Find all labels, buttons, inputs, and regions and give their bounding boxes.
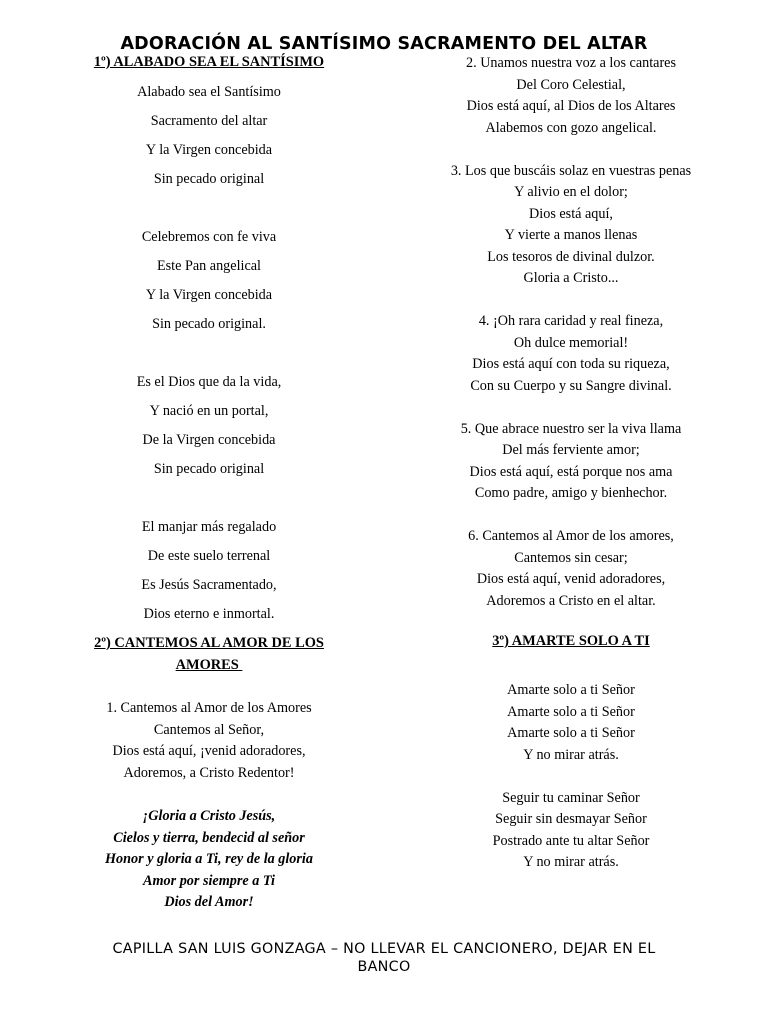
- song1-line: De la Virgen concebida: [142, 432, 276, 448]
- song2-line: Con su Cuerpo y su Sangre divinal.: [470, 377, 672, 394]
- song1-heading: 1º) ALABADO SEA EL SANTÍSIMO: [93, 54, 325, 70]
- song2-section: [48, 633, 370, 914]
- song1-line: Dios eterno e inmortal.: [143, 606, 275, 622]
- song2-heading-line2: AMORES: [175, 656, 243, 673]
- song2-line: 3. Los que buscáis solaz en vuestras penas: [450, 162, 692, 179]
- song2-line: Y vierte a manos llenas: [504, 227, 638, 243]
- chorus-line: ¡Gloria a Cristo Jesús,: [142, 808, 276, 824]
- song1-line: Celebremos con fe viva: [141, 229, 277, 245]
- song3-heading: 3º) AMARTE SOLO A TI: [492, 633, 650, 649]
- song2-line: Cantemos al Señor,: [153, 721, 265, 738]
- song2-line: Dios está aquí, ¡venid adoradores,: [112, 743, 306, 759]
- song2-line: 5. Que abrace nuestro ser la viva llama: [460, 420, 682, 437]
- song2-continued-section: [400, 53, 742, 612]
- song1-line: Sin pecado original.: [152, 316, 266, 332]
- song1-line: Sacramento del altar: [150, 113, 268, 129]
- song1-line: Alabado sea el Santísimo: [137, 84, 281, 100]
- song1-line: El manjar más regalado: [141, 519, 277, 535]
- song2-line: Dios está aquí, está porque nos ama: [469, 463, 673, 480]
- song3-line: Amarte solo a ti Señor: [507, 703, 635, 720]
- song2-line: Los tesoros de divinal dulzor.: [487, 248, 655, 265]
- song2-line: Alabemos con gozo angelical.: [485, 119, 657, 136]
- footer-line1: CAPILLA SAN LUIS GONZAGA – NO LLEVAR EL CANCIONERO, DEJAR EN EL: [112, 941, 656, 957]
- chorus-line: Dios del Amor!: [164, 894, 254, 910]
- song2-line: Del Coro Celestial,: [516, 76, 626, 93]
- song1-line: Y nació en un portal,: [149, 403, 269, 419]
- song3-line: Amarte solo a ti Señor: [507, 682, 635, 698]
- song2-line: 4. ¡Oh rara caridad y real fineza,: [478, 313, 664, 329]
- page-title: ADORACIÓN AL SANTÍSIMO SACRAMENTO DEL ALTAR: [120, 34, 648, 54]
- song2-line: 2. Unamos nuestra voz a los cantares: [466, 55, 676, 71]
- song1-line: De este suelo terrenal: [147, 548, 271, 564]
- song1-section: [48, 54, 370, 629]
- song1-line: Es el Dios que da la vida,: [136, 374, 282, 390]
- song2-line: Dios está aquí con toda su riqueza,: [472, 356, 670, 372]
- footer-line2: BANCO: [357, 959, 411, 975]
- song1-line: Es Jesús Sacramentado,: [141, 577, 277, 593]
- song1-line: Sin pecado original: [153, 461, 265, 477]
- song2-line: Del más ferviente amor;: [502, 442, 640, 458]
- song3-line: Seguir tu caminar Señor: [502, 789, 640, 806]
- song2-line: Y alivio en el dolor;: [514, 184, 628, 200]
- chorus-line: Cielos y tierra, bendecid al señor: [113, 829, 305, 846]
- song2-chorus: [48, 806, 370, 914]
- song1-line: Sin pecado original: [153, 171, 265, 187]
- song2-line: 6. Cantemos al Amor de los amores,: [468, 528, 674, 544]
- song2-line: Adoremos, a Cristo Redentor!: [123, 764, 295, 781]
- song2-line: 1. Cantemos al Amor de los Amores: [106, 700, 312, 716]
- song1-line: Este Pan angelical: [156, 258, 261, 274]
- song1-line: Y la Virgen concebida: [145, 287, 273, 303]
- song2-line: Cantemos sin cesar;: [514, 549, 628, 566]
- song3-section: [400, 633, 742, 874]
- song3-line: Postrado ante tu altar Señor: [492, 832, 650, 849]
- song2-line: Gloria a Cristo...: [523, 270, 619, 286]
- song2-heading-line1: 2º) CANTEMOS AL AMOR DE LOS: [94, 635, 324, 651]
- song3-line: Y no mirar atrás.: [523, 746, 619, 763]
- chorus-line: Honor y gloria a Ti, rey de la gloria: [105, 851, 313, 867]
- footer-notice: [40, 940, 728, 976]
- song3-line: Y no mirar atrás.: [523, 854, 619, 870]
- song2-heading: [48, 633, 370, 676]
- song2-line: Oh dulce memorial!: [513, 334, 629, 351]
- song3-line: Amarte solo a ti Señor: [507, 725, 635, 741]
- song3-line: Seguir sin desmayar Señor: [495, 811, 647, 827]
- song1-line: Y la Virgen concebida: [145, 142, 273, 158]
- song2-line: Dios está aquí, al Dios de los Altares: [466, 98, 676, 114]
- song2-line: Dios está aquí,: [529, 205, 613, 222]
- song2-line: Adoremos a Cristo en el altar.: [486, 592, 656, 609]
- song2-line: Dios está aquí, venid adoradores,: [476, 571, 666, 587]
- song2-line: Como padre, amigo y bienhechor.: [474, 485, 668, 501]
- chorus-line: Amor por siempre a Ti: [143, 872, 275, 889]
